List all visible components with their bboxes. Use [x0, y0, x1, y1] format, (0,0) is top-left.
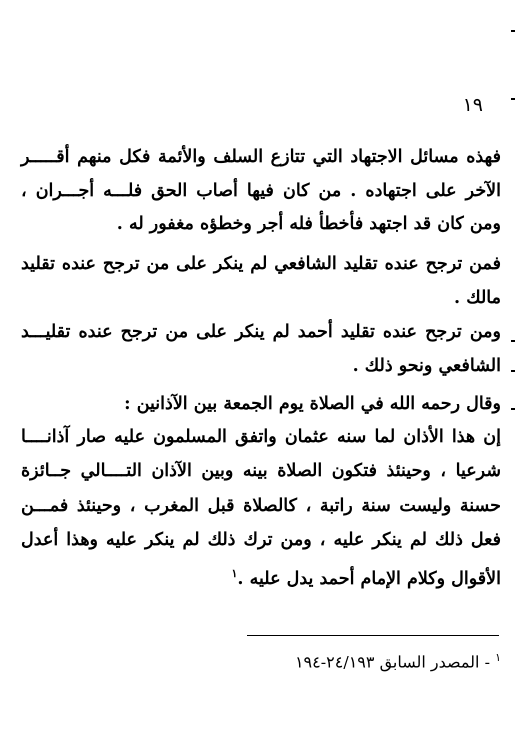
scan-edge-mark: [511, 98, 515, 100]
footnote: [295, 651, 501, 671]
text-line: [21, 562, 501, 591]
text-line: مالك .: [454, 288, 501, 308]
last-line-text: الأقوال وكلام الإمام أحمد يدل عليه .: [237, 568, 501, 589]
text-line: إن هذا الأذان لما سنه عثمان واتفق المسلمون عليه صار آذانــــا: [21, 427, 501, 447]
text-line: فهذه مسائل الاجتهاد التي تتازع السلف والأئمة فكل منهم أقـــــر: [21, 147, 501, 167]
footnote-reference: ١: [231, 567, 238, 580]
scan-edge-mark: [511, 30, 515, 32]
scan-edge-mark: [511, 370, 515, 372]
text-line: حسنة وليست سنة راتبة ، كالصلاة قبل المغرب ، وحينئذ فمـــن: [21, 496, 501, 516]
scan-edge-mark: [511, 408, 515, 410]
text-line: فمن ترجح عنده تقليد الشافعي لم ينكر على من ترجح عنده تقليد: [21, 254, 501, 274]
text-line: الشافعي ونحو ذلك .: [352, 356, 501, 376]
text-line: ومن ترجح عنده تقليد أحمد لم ينكر على من ترجح عنده تقليـــد: [21, 322, 501, 342]
text-line: ومن كان قد اجتهد فأخطأ فله أجر وخطؤه مغفور له .: [116, 214, 501, 234]
text-line: شرعيا ، وحينئذ فتكون الصلاة بينه وبين الآذان التــــالي جــائزة: [21, 461, 501, 481]
footnote-separator: [247, 635, 499, 636]
page-number: ١٩: [462, 94, 483, 116]
text-line: وقال رحمه الله في الصلاة يوم الجمعة بين الآذانين :: [124, 394, 501, 414]
text-line: فعل ذلك لم ينكر عليه ، ومن ترك ذلك لم ينكر عليه وهذا أعدل: [21, 530, 501, 550]
scan-edge-mark: [511, 340, 515, 342]
text-line: الآخر على اجتهاده . من كان فيها أصاب الحق فلـــه أجـــران ،: [21, 181, 501, 201]
footnote-text: - المصدر السابق ٢٤/١٩٣-١٩٤: [294, 652, 496, 672]
footnote-marker: ١: [495, 651, 501, 664]
